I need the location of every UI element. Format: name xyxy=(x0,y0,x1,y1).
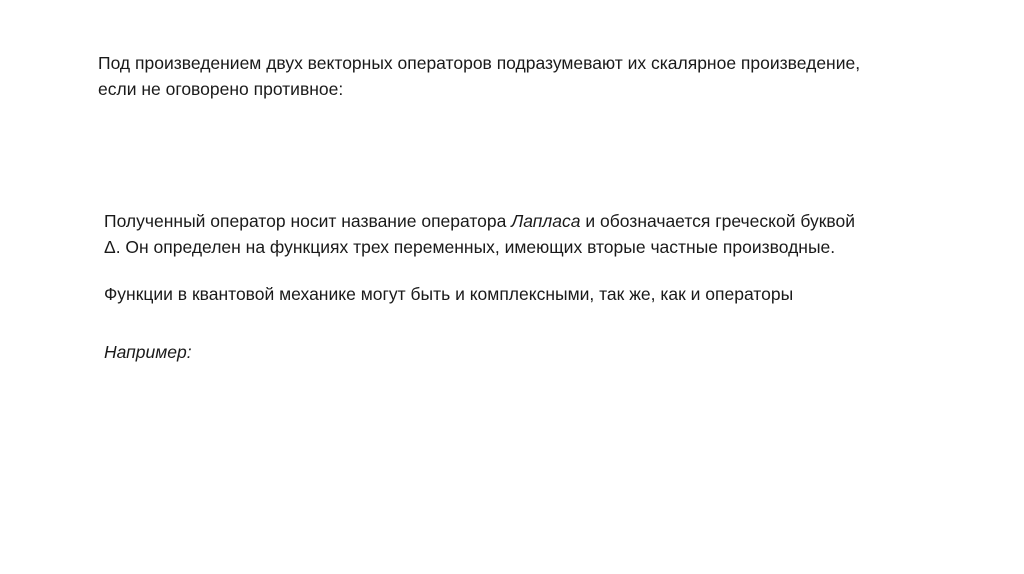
laplace-line-1-start: Полученный оператор носит название оператора xyxy=(104,211,512,231)
laplace-name: Лапласа xyxy=(511,211,581,231)
intro-paragraph xyxy=(98,50,860,102)
intro-line-2: если не оговорено противное: xyxy=(98,79,344,99)
laplace-line-1 xyxy=(104,208,855,234)
intro-line-1: Под произведением двух векторных операторов подразумевают их скалярное произведение, xyxy=(98,53,861,73)
example-label: Например: xyxy=(104,342,192,362)
laplace-line-2: Δ. Он определен на функциях трех переменных, имеющих вторые частные производные. xyxy=(104,237,836,257)
complex-functions-paragraph: Функции в квантовой механике могут быть и комплексными, так же, как и операторы xyxy=(104,284,794,304)
laplace-paragraph xyxy=(104,208,855,260)
laplace-line-1-end: и обозначается греческой буквой xyxy=(580,211,855,231)
